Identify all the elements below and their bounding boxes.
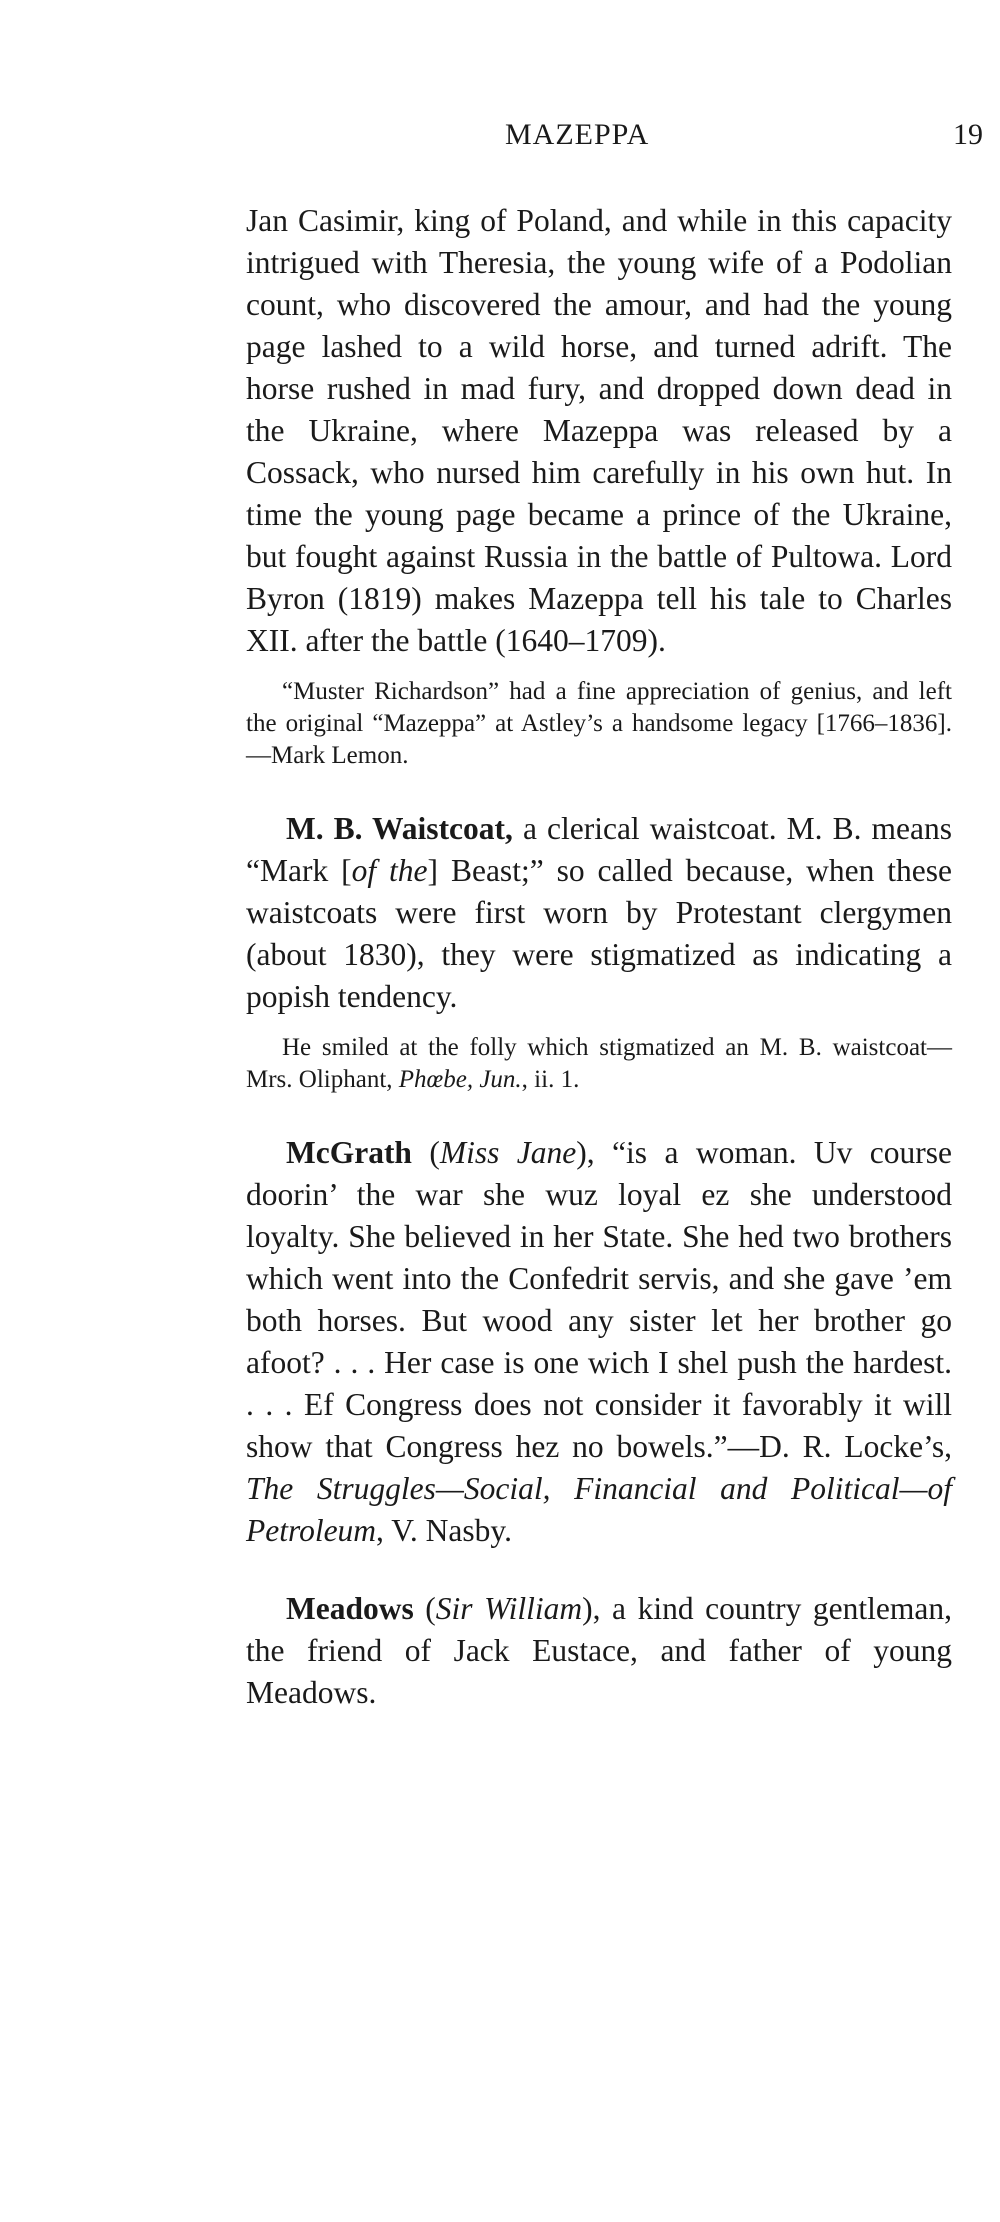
text-column [246,200,952,1714]
citation-block [246,676,952,772]
entry-italic: of the [351,853,428,888]
entry-meadows [246,1588,952,1714]
entry-headword: McGrath [286,1135,412,1170]
entry-text: , V. Nasby. [376,1513,512,1548]
entry-paren: ), [576,1135,613,1170]
entry-text: ] Beast;” so called because, when these waistcoats were first worn by Protestant clergymen (about 1830), they were stigmatized as indicating a popish tendency. [246,853,952,1014]
running-title: MAZEPPA [505,118,650,151]
citation-text: “Muster Richardson” had a fine appreciation of genius, and left the original “Mazeppa” at Astley’s a handsome legacy [1766–1836].—Mark Lemon. [246,678,952,769]
running-head [0,118,1000,158]
citation-quote: He smiled at the folly which stigmatized an M. B. waistcoat—Mrs. Oliphant, [246,1034,952,1093]
entry-italic: Miss Jane [439,1135,577,1170]
citation-block [246,1032,952,1096]
citation-reference: , ii. 1. [521,1066,580,1093]
citation-work-title: Phœbe, Jun. [398,1066,522,1093]
entry-body [246,1588,952,1714]
citation-text [246,1032,952,1096]
entry-paren: ( [411,1135,440,1170]
entry-headword: M. B. Waistcoat, [286,811,513,846]
entry-headword: Meadows [286,1591,414,1626]
entry-mazeppa-continuation [246,200,952,772]
page-number: 19 [953,118,983,151]
entry-body [246,1132,952,1552]
entry-body: Jan Casimir, king of Poland, and while in this capacity intrigued with Theresia, the young wife of a Podolian count, who discovered the amour, and had the young page lashed to a wild horse, and turned adrift. The horse rushed in mad fury, and dropped down dead in the Ukraine, where Mazeppa was released by a Cossack, who nursed him carefully in his own hut. In time the young page became a prince of the Ukraine, but fought against Russia in the battle of Pultowa. Lord Byron (1819) makes Mazeppa tell his tale to Charles XII. after the battle (1640–1709). [246,203,952,658]
entry-mcgrath [246,1132,952,1552]
entry-source-title: The Struggles—Social, Financial and Political—of Petroleum [246,1471,952,1548]
entry-text: a clerical waistcoat. M. B. means “Mark [ [246,811,952,888]
entry-mb-waistcoat [246,808,952,1096]
entry-text: “is a woman. Uv course doorin’ the war she wuz loyal ez she understood loyalty. She believed in her State. She hed two brothers which went into the Confedrit servis, and she gave ’em both horses. But wood any sister let her brother go afoot? . . . Her case is one wich I shel push the hardest. . . . Ef Congress does not consider it favorably it will show that Congress hez no bowels.”—D. R. Locke’s, [246,1135,952,1464]
entry-body [246,808,952,1018]
entry-paren: ), [582,1591,613,1626]
entry-paren: ( [413,1591,436,1626]
entry-italic: Sir William [435,1591,583,1626]
entry-text: a kind country gentleman, the friend of Jack Eustace, and father of young Meadows. [246,1591,952,1710]
